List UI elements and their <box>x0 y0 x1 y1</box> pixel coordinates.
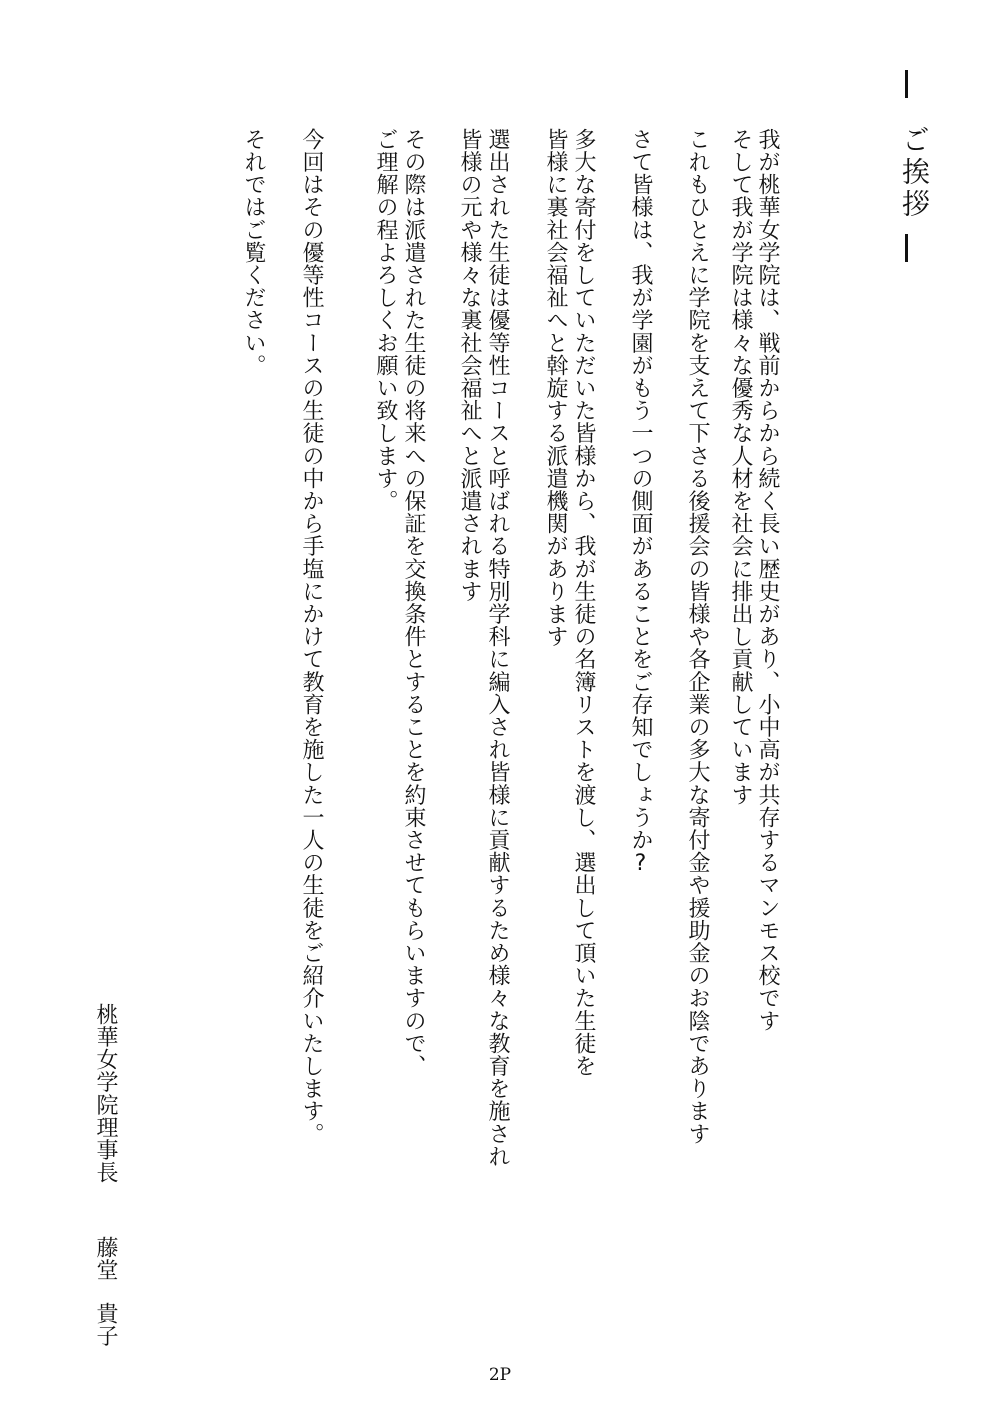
body-line: その際は派遣された生徒の将来への保証を交換条件とすることを約束させてもらいますので、 <box>401 128 426 1078</box>
body-line: 我が桃華女学院は、戦前からから続く長い歴史があり、小中高が共存するマンモス校です <box>755 128 780 1032</box>
title-dash-bottom <box>905 234 908 262</box>
body-line: それではご覧ください。 <box>241 128 266 377</box>
body-line: 選出された生徒は優等性コースと呼ばれる特別学科に編入され皆様に貢献するため様々な教育を施され <box>485 128 510 1168</box>
signature-given-name: 貴子 <box>93 1302 118 1348</box>
signature-position: 桃華女学院理事長 <box>93 1003 118 1184</box>
body-line: 今回はその優等性コースの生徒の中から手塩にかけて教育を施した一人の生徒をご紹介いたします。 <box>299 128 324 1145</box>
page-number: 2P <box>488 1365 512 1385</box>
title-text: ご挨拶 <box>898 125 931 221</box>
body-line: ご理解の程よろしくお願い致します。 <box>373 128 398 513</box>
signature-surname: 藤堂 <box>93 1236 118 1282</box>
title-dash-top <box>905 70 908 98</box>
body-line: これもひとえに学院を支えて下さる後援会の皆様や各企業の多大な寄付金や援助金のお陰であります <box>685 128 710 1145</box>
page-title <box>888 70 931 270</box>
body-line: 皆様の元や様々な裏社会福祉へと派遣されます <box>457 128 482 603</box>
body-line: そして我が学院は様々な優秀な人材を社会に排出し貢献しています <box>728 128 753 806</box>
body-line: 皆様に裏社会福祉へと斡旋する派遣機関があります <box>543 128 568 648</box>
body-line: さて皆様は、我が学園がもう一つの側面があることをご存知でしょうか? <box>628 128 653 877</box>
body-line: 多大な寄付をしていただいた皆様から、我が生徒の名簿リストを渡し、選出して頂いた生徒を <box>571 128 596 1078</box>
